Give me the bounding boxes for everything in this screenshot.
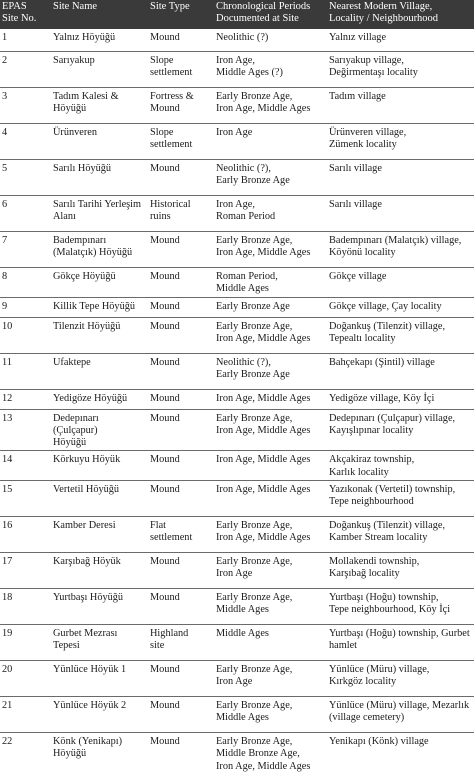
cell-site-no: 5 xyxy=(2,162,8,174)
cell-periods: Early Bronze Age, Iron Age, Middle Ages xyxy=(216,234,311,258)
table-row xyxy=(0,409,474,451)
cell-site-name: Ürünveren xyxy=(53,126,98,138)
cell-periods: Early Bronze Age, Iron Age, Middle Ages xyxy=(216,90,311,114)
cell-site-name: Yurtbaşı Höyüğü xyxy=(53,591,124,603)
table-row xyxy=(0,660,474,696)
cell-periods: Iron Age, Roman Period xyxy=(216,198,276,222)
cell-site-type: Mound xyxy=(150,699,180,711)
table-row xyxy=(0,231,474,267)
cell-site-type: Mound xyxy=(150,591,180,603)
cell-site-type: Fortress & Mound xyxy=(150,90,194,114)
cell-site-no: 21 xyxy=(2,699,13,711)
table-row xyxy=(0,516,474,552)
cell-site-type: Mound xyxy=(150,32,180,43)
cell-village: Doğankuş (Tilenzit) village, Kamber Stream locality xyxy=(329,519,446,544)
cell-site-no: 4 xyxy=(2,126,8,138)
cell-site-type: Mound xyxy=(150,412,180,424)
cell-periods: Roman Period, Middle Ages xyxy=(216,270,278,294)
cell-periods: Early Bronze Age, Iron Age, Middle Ages xyxy=(216,519,311,544)
cell-village: Doğankuş (Tilenzit) village, Tepealtı locality xyxy=(329,320,446,344)
cell-site-type: Mound xyxy=(150,663,180,675)
table-row xyxy=(0,732,474,780)
cell-site-type: Mound xyxy=(150,320,180,332)
cell-periods: Neolithic (?), Early Bronze Age xyxy=(216,162,290,186)
cell-site-name: Dedepınarı (Çulçapur) Höyüğü xyxy=(53,412,99,449)
cell-site-name: Yalnız Höyüğü xyxy=(53,32,116,43)
cell-site-name: Badempınarı (Malatçık) Höyüğü xyxy=(53,234,133,258)
cell-village: Yünlüce (Müru) village, Kırkgöz locality xyxy=(329,663,430,688)
cell-site-name: Ufaktepe xyxy=(53,356,91,368)
cell-periods: Iron Age, Middle Ages xyxy=(216,392,311,404)
cell-site-type: Mound xyxy=(150,735,180,747)
cell-periods: Early Bronze Age, Middle Bronze Age, Iron Age, Middle Ages xyxy=(216,735,311,772)
cell-periods: Iron Age, Middle Ages xyxy=(216,454,311,466)
cell-site-type: Flat settlement xyxy=(150,519,193,544)
header-site-name: Site Name xyxy=(53,1,98,12)
cell-site-no: 13 xyxy=(2,412,13,424)
cell-site-type: Mound xyxy=(150,234,180,246)
cell-site-name: Yedigöze Höyüğü xyxy=(53,392,128,404)
cell-site-type: Mound xyxy=(150,300,180,312)
header-row xyxy=(0,0,474,29)
cell-site-name: Sarıyakup xyxy=(53,54,95,66)
cell-site-no: 22 xyxy=(2,735,13,747)
cell-site-type: Mound xyxy=(150,454,180,466)
table-body xyxy=(0,29,474,780)
cell-site-type: Mound xyxy=(150,392,180,404)
cell-periods: Iron Age, Middle Ages (?) xyxy=(216,54,283,78)
header-site-no: EPAS Site No. xyxy=(2,1,37,25)
header-site-type: Site Type xyxy=(150,1,190,12)
cell-village: Sarıyakup village, Değirmentaşı locality xyxy=(329,54,418,78)
cell-village: Yazıkonak (Vertetil) township, Tepe neighbourhood xyxy=(329,483,456,508)
cell-site-name: Sarılı Tarihi Yerleşim Alanı xyxy=(53,198,142,222)
table-row xyxy=(0,87,474,123)
cell-site-no: 6 xyxy=(2,198,8,210)
cell-site-no: 11 xyxy=(2,356,12,368)
cell-village: Akçakiraz township, Karlık locality xyxy=(329,454,415,478)
header-village: Nearest Modern Village, Locality / Neighbourhood xyxy=(329,1,439,25)
table-row xyxy=(0,195,474,231)
cell-site-no: 7 xyxy=(2,234,8,246)
cell-site-no: 8 xyxy=(2,270,8,282)
cell-periods: Iron Age xyxy=(216,126,253,138)
cell-site-no: 1 xyxy=(2,32,8,43)
cell-village: Dedepınarı (Çulçapur) village, Kayışlıpınar locality xyxy=(329,412,456,436)
table-row xyxy=(0,51,474,87)
cell-site-name: Tilenzit Höyüğü xyxy=(53,320,121,332)
table-row xyxy=(0,451,474,481)
cell-site-name: Karşıbağ Höyük xyxy=(53,555,121,567)
cell-site-no: 19 xyxy=(2,627,13,639)
table-header xyxy=(0,0,474,29)
cell-site-type: Slope settlement xyxy=(150,54,193,78)
cell-village: Sarılı village xyxy=(329,162,382,174)
cell-periods: Early Bronze Age, Middle Ages xyxy=(216,591,293,616)
cell-periods: Middle Ages xyxy=(216,627,269,639)
cell-village: Yedigöze village, Köy İçi xyxy=(329,392,435,404)
cell-village: Gökçe village xyxy=(329,270,387,282)
cell-site-type: Mound xyxy=(150,270,180,282)
cell-village: Sarılı village xyxy=(329,198,382,210)
cell-periods: Early Bronze Age, Iron Age, Middle Ages xyxy=(216,412,311,436)
table-row xyxy=(0,588,474,624)
cell-site-type: Mound xyxy=(150,356,180,368)
table-row xyxy=(0,267,474,297)
cell-village: Yurtbaşı (Hoğu) township, Gurbet hamlet xyxy=(329,627,470,652)
cell-site-name: Yünlüce Höyük 2 xyxy=(53,699,127,711)
cell-village: Badempınarı (Malatçık) village, Köyönü locality xyxy=(329,234,462,258)
cell-village: Yalnız village xyxy=(329,32,387,43)
cell-site-no: 14 xyxy=(2,454,13,466)
cell-village: Yurtbaşı (Hoğu) township, Tepe neighbourhood, Köy İçi xyxy=(329,591,451,616)
header-periods: Chronological Periods Documented at Site xyxy=(216,1,311,25)
cell-village: Bahçekapı (Şintil) village xyxy=(329,356,435,368)
cell-periods: Neolithic (?), Early Bronze Age xyxy=(216,356,290,380)
table-row xyxy=(0,353,474,389)
cell-site-name: Tadım Kalesi & Höyüğü xyxy=(53,90,119,114)
cell-periods: Early Bronze Age, Iron Age xyxy=(216,663,293,688)
cell-site-name: Killik Tepe Höyüğü xyxy=(53,300,136,312)
cell-site-type: Mound xyxy=(150,555,180,567)
table-row xyxy=(0,624,474,660)
cell-village: Ürünveren village, Zümenk locality xyxy=(329,126,407,150)
cell-periods: Early Bronze Age, Iron Age, Middle Ages xyxy=(216,320,311,344)
cell-site-no: 12 xyxy=(2,392,13,404)
cell-site-name: Vertetil Höyüğü xyxy=(53,483,120,495)
cell-site-name: Könk (Yenikapı) Höyüğü xyxy=(53,735,123,760)
cell-village: Mollakendi township, Karşıbağ locality xyxy=(329,555,420,580)
cell-site-no: 17 xyxy=(2,555,13,567)
cell-site-name: Gökçe Höyüğü xyxy=(53,270,116,282)
cell-village: Tadım village xyxy=(329,90,386,102)
cell-periods: Early Bronze Age xyxy=(216,300,290,312)
cell-village: Gökçe village, Çay locality xyxy=(329,300,442,312)
cell-site-type: Slope settlement xyxy=(150,126,193,150)
cell-periods: Early Bronze Age, Middle Ages xyxy=(216,699,293,724)
cell-site-no: 18 xyxy=(2,591,13,603)
cell-site-no: 20 xyxy=(2,663,13,675)
table-row xyxy=(0,317,474,353)
cell-village: Yenikapı (Könk) village xyxy=(329,735,429,747)
table-row xyxy=(0,159,474,195)
cell-site-type: Mound xyxy=(150,162,180,174)
cell-periods: Iron Age, Middle Ages xyxy=(216,483,311,495)
cell-site-no: 10 xyxy=(2,320,13,332)
cell-village: Yünlüce (Müru) village, Mezarlık (village cemetery) xyxy=(329,699,470,724)
cell-site-type: Historical ruins xyxy=(150,198,191,222)
table-row xyxy=(0,552,474,588)
cell-site-name: Körkuyu Höyük xyxy=(53,454,121,466)
table-row xyxy=(0,480,474,516)
cell-site-no: 2 xyxy=(2,54,8,66)
table-row xyxy=(0,123,474,159)
cell-site-no: 15 xyxy=(2,483,13,495)
cell-site-type: Highland site xyxy=(150,627,189,652)
cell-site-name: Sarılı Höyüğü xyxy=(53,162,112,174)
table-row xyxy=(0,696,474,732)
cell-periods: Neolithic (?) xyxy=(216,32,269,43)
table-row xyxy=(0,29,474,51)
cell-site-name: Yünlüce Höyük 1 xyxy=(53,663,127,675)
cell-periods: Early Bronze Age, Iron Age xyxy=(216,555,293,580)
table-row xyxy=(0,389,474,409)
cell-site-name: Kamber Deresi xyxy=(53,519,116,531)
cell-site-type: Mound xyxy=(150,483,180,495)
cell-site-no: 3 xyxy=(2,90,8,102)
cell-site-no: 16 xyxy=(2,519,13,531)
cell-site-name: Gurbet Mezrası Tepesi xyxy=(53,627,118,652)
table-row xyxy=(0,297,474,317)
cell-site-no: 9 xyxy=(2,300,8,312)
